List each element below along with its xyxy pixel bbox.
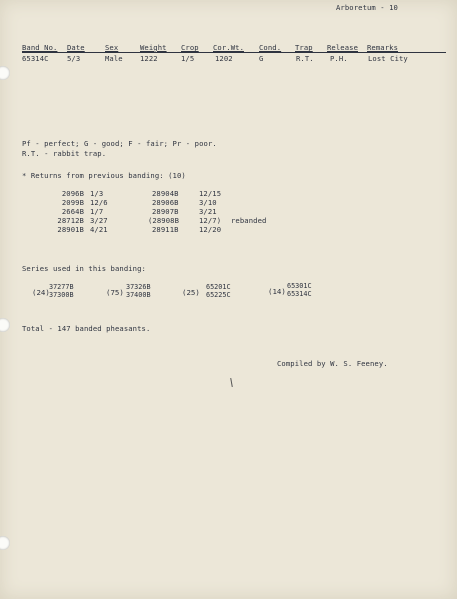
- return-date: 12/6: [90, 198, 108, 207]
- return-date: 3/10: [199, 198, 217, 207]
- series-end: 65225C: [206, 291, 231, 299]
- return-band: 28901B: [57, 225, 84, 234]
- header-date: Date: [67, 43, 85, 52]
- cell-remarks: Lost City: [368, 54, 408, 63]
- cell-crop: 1/5: [181, 54, 195, 63]
- header-sex: Sex: [105, 43, 119, 52]
- series-count: (75): [106, 288, 124, 297]
- return-date: 1/7: [90, 207, 104, 216]
- return-date: 1/3: [90, 189, 104, 198]
- cell-band-no: 65314C: [22, 54, 49, 63]
- header-band-no: Band No.: [22, 43, 58, 52]
- return-band: 2099B: [61, 198, 84, 207]
- return-band: 28904B: [152, 189, 179, 198]
- return-band: 28907B: [152, 207, 179, 216]
- series-heading: Series used in this banding:: [22, 264, 146, 273]
- punch-hole-top: [0, 66, 10, 80]
- cell-date: 5/3: [67, 54, 81, 63]
- series-start: 65301C: [287, 282, 312, 290]
- punch-hole-bottom: [0, 536, 10, 550]
- series-start: 37326B: [126, 283, 151, 291]
- header-cond: Cond.: [259, 43, 282, 52]
- header-weight: Weight: [140, 43, 167, 52]
- series-end: 37400B: [126, 291, 151, 299]
- pencil-mark: [230, 378, 233, 387]
- cell-weight: 1222: [140, 54, 158, 63]
- series-count: (25): [182, 288, 200, 297]
- header-cor-wt: Cor.Wt.: [213, 43, 244, 52]
- cell-sex: Male: [105, 54, 123, 63]
- return-band: 2096B: [61, 189, 84, 198]
- legend-condition: Pf - perfect; G - good; F - fair; Pr - poor.: [22, 139, 217, 148]
- series-start: 65201C: [206, 283, 231, 291]
- header-remarks: Remarks: [367, 43, 398, 52]
- header-rule: [22, 52, 446, 53]
- cell-trap: R.T.: [296, 54, 314, 63]
- return-band: (28908B: [148, 216, 179, 225]
- series-start: 37277B: [49, 283, 74, 291]
- series-count: (24): [32, 288, 50, 297]
- series-count: (14): [268, 287, 286, 296]
- return-note: rebanded: [231, 216, 267, 225]
- series-end: 65314C: [287, 290, 312, 298]
- return-date: 12/7): [199, 216, 222, 225]
- return-date: 12/15: [199, 189, 222, 198]
- return-date: 4/21: [90, 225, 108, 234]
- cell-release: P.H.: [330, 54, 348, 63]
- total-banded: Total - 147 banded pheasants.: [22, 324, 151, 333]
- legend-trap: R.T. - rabbit trap.: [22, 149, 107, 158]
- cell-cor-wt: 1202: [215, 54, 233, 63]
- returns-heading: * Returns from previous banding: (10): [22, 171, 186, 180]
- cell-cond: G: [259, 54, 264, 63]
- header-trap: Trap: [295, 43, 313, 52]
- return-band: 28911B: [152, 225, 179, 234]
- return-band: 28712B: [57, 216, 84, 225]
- return-date: 3/27: [90, 216, 108, 225]
- punch-hole-middle: [0, 318, 10, 332]
- return-band: 28906B: [152, 198, 179, 207]
- return-date: 3/21: [199, 207, 217, 216]
- page-label: Arboretum - 10: [336, 3, 398, 12]
- return-date: 12/20: [199, 225, 222, 234]
- series-end: 37300B: [49, 291, 74, 299]
- header-release: Release: [327, 43, 358, 52]
- compiled-by: Compiled by W. S. Feeney.: [277, 359, 388, 368]
- header-crop: Crop: [181, 43, 199, 52]
- return-band: 2664B: [61, 207, 84, 216]
